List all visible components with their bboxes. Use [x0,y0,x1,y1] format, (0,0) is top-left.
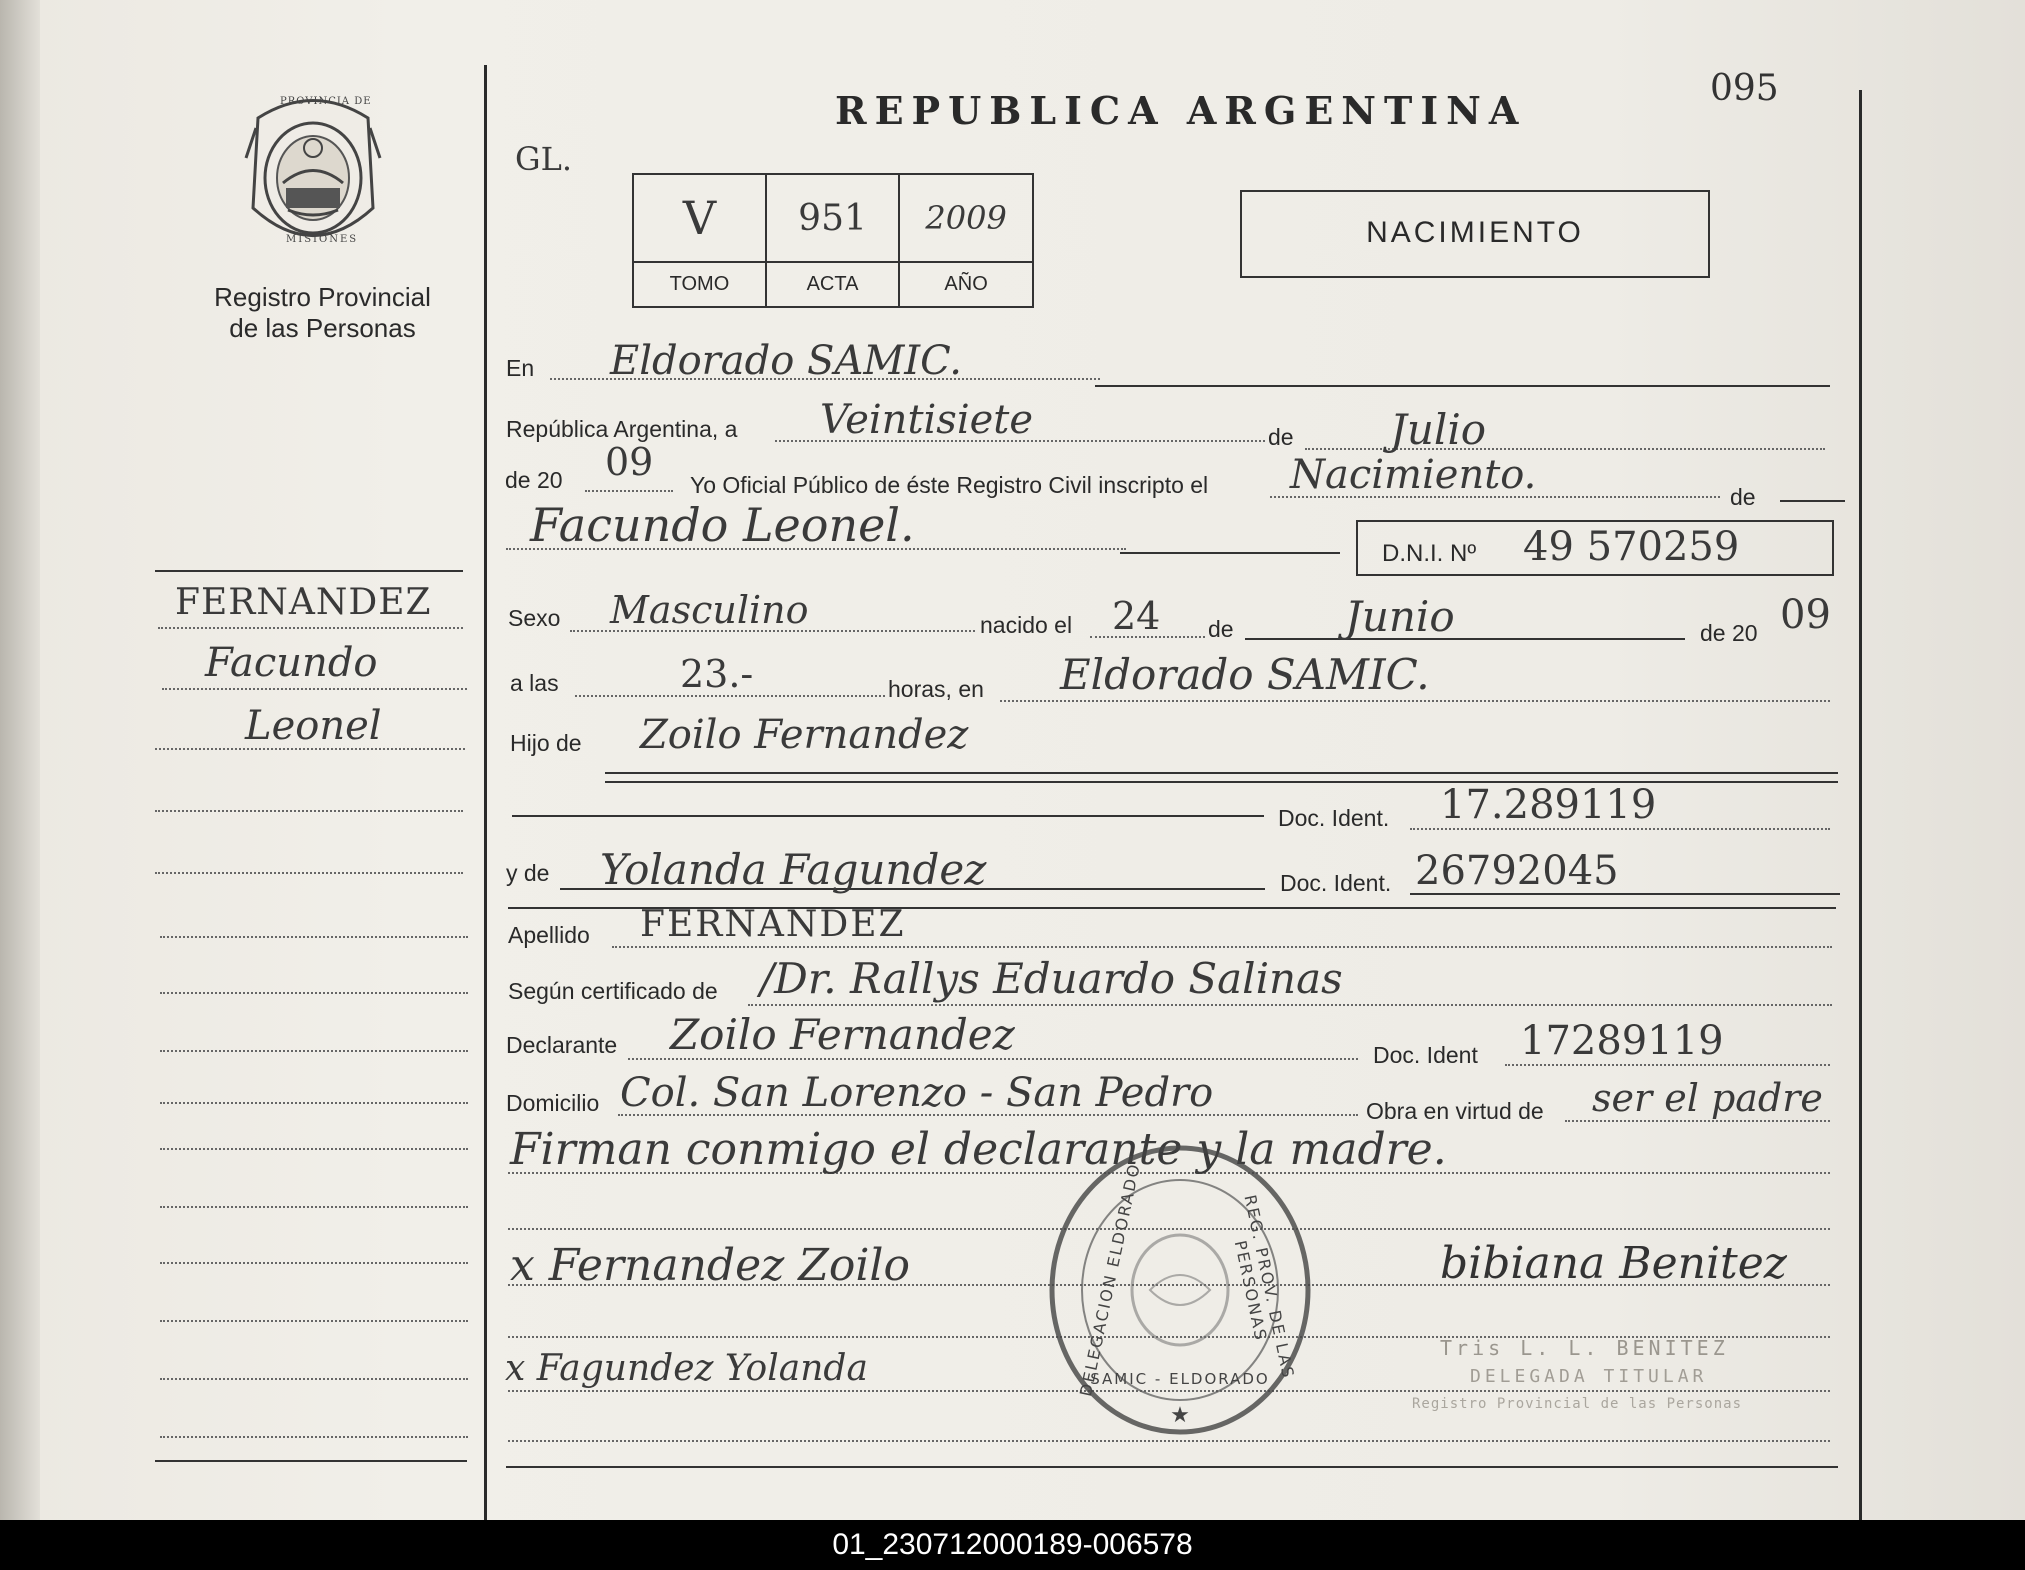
segun-label: Según certificado de [508,978,718,1004]
margin-dotline [160,1206,468,1208]
de-20-label: de 20 [1700,620,1758,646]
firma-madre: x Fagundez Yolanda [505,1348,868,1389]
anio-inscripcion-value: 09 [605,440,654,484]
tomo-value: V [682,191,717,245]
oficial-label: Yo Oficial Público de éste Registro Civil inscripto el [690,472,1209,498]
horas-label: horas, en [888,676,984,702]
lugar-inscripcion-value: Eldorado SAMIC. [610,338,962,384]
official-stamp-line1: Tris L. L. BENITEZ [1440,1336,1729,1360]
de-label-2: de [1730,484,1756,510]
dotline [508,1440,1830,1442]
nacido-label: nacido el [980,612,1073,638]
margin-surname: FERNANDEZ [175,582,432,623]
anio-label: AÑO [899,262,1033,307]
rule [1095,385,1830,387]
official-signature: bibiana Benitez [1440,1238,1787,1289]
nacido-dia-value: 24 [1112,594,1161,638]
official-stamp-line3: Registro Provincial de las Personas [1412,1396,1743,1412]
yde-label: y de [506,860,550,886]
misiones-emblem [238,88,388,258]
form-right-border [1859,90,1862,1520]
lugar-nacimiento-value: Eldorado SAMIC. [1060,650,1430,699]
declarante-label: Declarante [506,1032,618,1058]
sexo-value: Masculino [610,588,809,632]
padre-doc-value: 17.289119 [1440,782,1657,828]
firman-value: Firman conmigo el declarante y la madre. [510,1124,1447,1175]
madre-doc-value: 26792045 [1415,848,1619,894]
anio-value: 2009 [925,199,1007,237]
margin-dotline [158,627,463,629]
dni-label: D.N.I. Nº [1382,540,1477,567]
margin-dotline [160,1262,468,1264]
padre-value: Zoilo Fernandez [640,712,969,758]
dotline [1565,1120,1830,1122]
dni-value: 49 570259 [1523,524,1740,570]
rule [1780,500,1845,502]
official-seal [1045,1140,1315,1440]
handwritten-prefix: GL. [515,140,572,178]
dotline [612,946,1832,948]
margin-first-name: Facundo [205,640,378,686]
margin-dotline [155,872,463,874]
emblem-top-text: PROVINCIA DE [280,96,372,107]
alas-label: a las [510,670,559,696]
margin-dotline [160,936,468,938]
seal-text-left: DELEGACION ELDORADO [1075,1160,1145,1399]
en-label: En [506,355,535,381]
margin-dotline [160,1436,468,1438]
registry-name-line1: Registro Provincial [214,282,431,312]
dotline [1305,448,1825,450]
hora-value: 23.- [680,652,754,696]
dotline [1410,828,1830,830]
form-left-border [484,65,487,1520]
doc-ident-label-1: Doc. Ident. [1278,805,1390,831]
margin-dotline [160,1050,468,1052]
margin-dotline [155,748,465,750]
republica-label: República Argentina, a [506,416,738,442]
acta-value: 951 [798,197,867,239]
margin-dotline [160,1378,468,1380]
margin-second-name: Leonel [245,703,382,749]
official-stamp-line2: DELEGADA TITULAR [1470,1366,1708,1387]
margin-dotline [162,688,467,690]
seal-text-bottom: SAMIC - ELDORADO [1090,1370,1270,1388]
obra-label: Obra en virtud de [1366,1098,1544,1124]
folio-number: 095 [1710,68,1779,109]
de-label-3: de [1208,616,1234,642]
certificado-value: /Dr. Rallys Eduardo Salinas [760,954,1343,1003]
dia-value: Veintisiete [820,397,1034,443]
document-title: REPUBLICA ARGENTINA [835,88,1527,133]
margin-top-rule [155,570,463,572]
dotline [748,1004,1832,1006]
doc-ident-label-2: Doc. Ident. [1280,870,1392,896]
margin-bottom-rule [155,1460,467,1462]
anio-prefix-label: de 20 [505,467,563,493]
hijo-label: Hijo de [510,730,582,756]
margin-dotline [160,1102,468,1104]
nacido-anio-value: 09 [1780,592,1831,638]
madre-value: Yolanda Fagundez [600,845,987,894]
domicilio-label: Domicilio [506,1090,600,1116]
nacido-mes-value: Junio [1345,592,1455,641]
rule [512,815,1264,817]
inscripto-value: Nacimiento. [1290,452,1537,498]
apellido-value: FERNANDEZ [640,904,906,945]
page-binding-shadow [0,0,40,1520]
margin-dotline [155,810,463,812]
margin-dotline [160,992,468,994]
declarante-value: Zoilo Fernandez [670,1010,1015,1059]
margin-dotline [160,1320,468,1322]
record-type-box [1240,190,1710,278]
file-id-bar [0,1520,2025,1570]
rule [1245,638,1685,640]
dotline [1000,700,1830,702]
dotline [1505,1064,1830,1066]
de-label: de [1268,424,1294,450]
sexo-label: Sexo [508,605,561,631]
rule [605,772,1838,774]
obra-value: ser el padre [1592,1076,1823,1120]
emblem-bottom-text: MISIONES [286,234,359,245]
apellido-label: Apellido [508,922,590,948]
form-bottom-rule [506,1466,1838,1468]
mes-value: Julio [1390,405,1487,454]
acta-label: ACTA [766,262,899,307]
registry-name-line2: de las Personas [229,313,416,343]
dotline [585,490,673,492]
seal-text-right: REG. PROV. DE LAS PERSONAS [1230,1193,1299,1381]
nombre-value: Facundo Leonel. [530,498,915,552]
file-id: 01_230712000189-006578 [832,1528,1193,1561]
doc-ident-label-3: Doc. Ident [1373,1042,1478,1068]
tomo-label: TOMO [633,262,766,307]
record-number-box [632,173,1034,308]
declarante-doc-value: 17289119 [1520,1018,1724,1064]
firma-padre: x Fernandez Zoilo [510,1240,910,1291]
margin-dotline [160,1148,468,1150]
dni-box [1356,520,1834,576]
rule [1120,552,1340,554]
record-type-label: NACIMIENTO [1366,216,1584,249]
domicilio-value: Col. San Lorenzo - San Pedro [620,1070,1214,1116]
svg-text:★: ★ [1170,1402,1190,1427]
